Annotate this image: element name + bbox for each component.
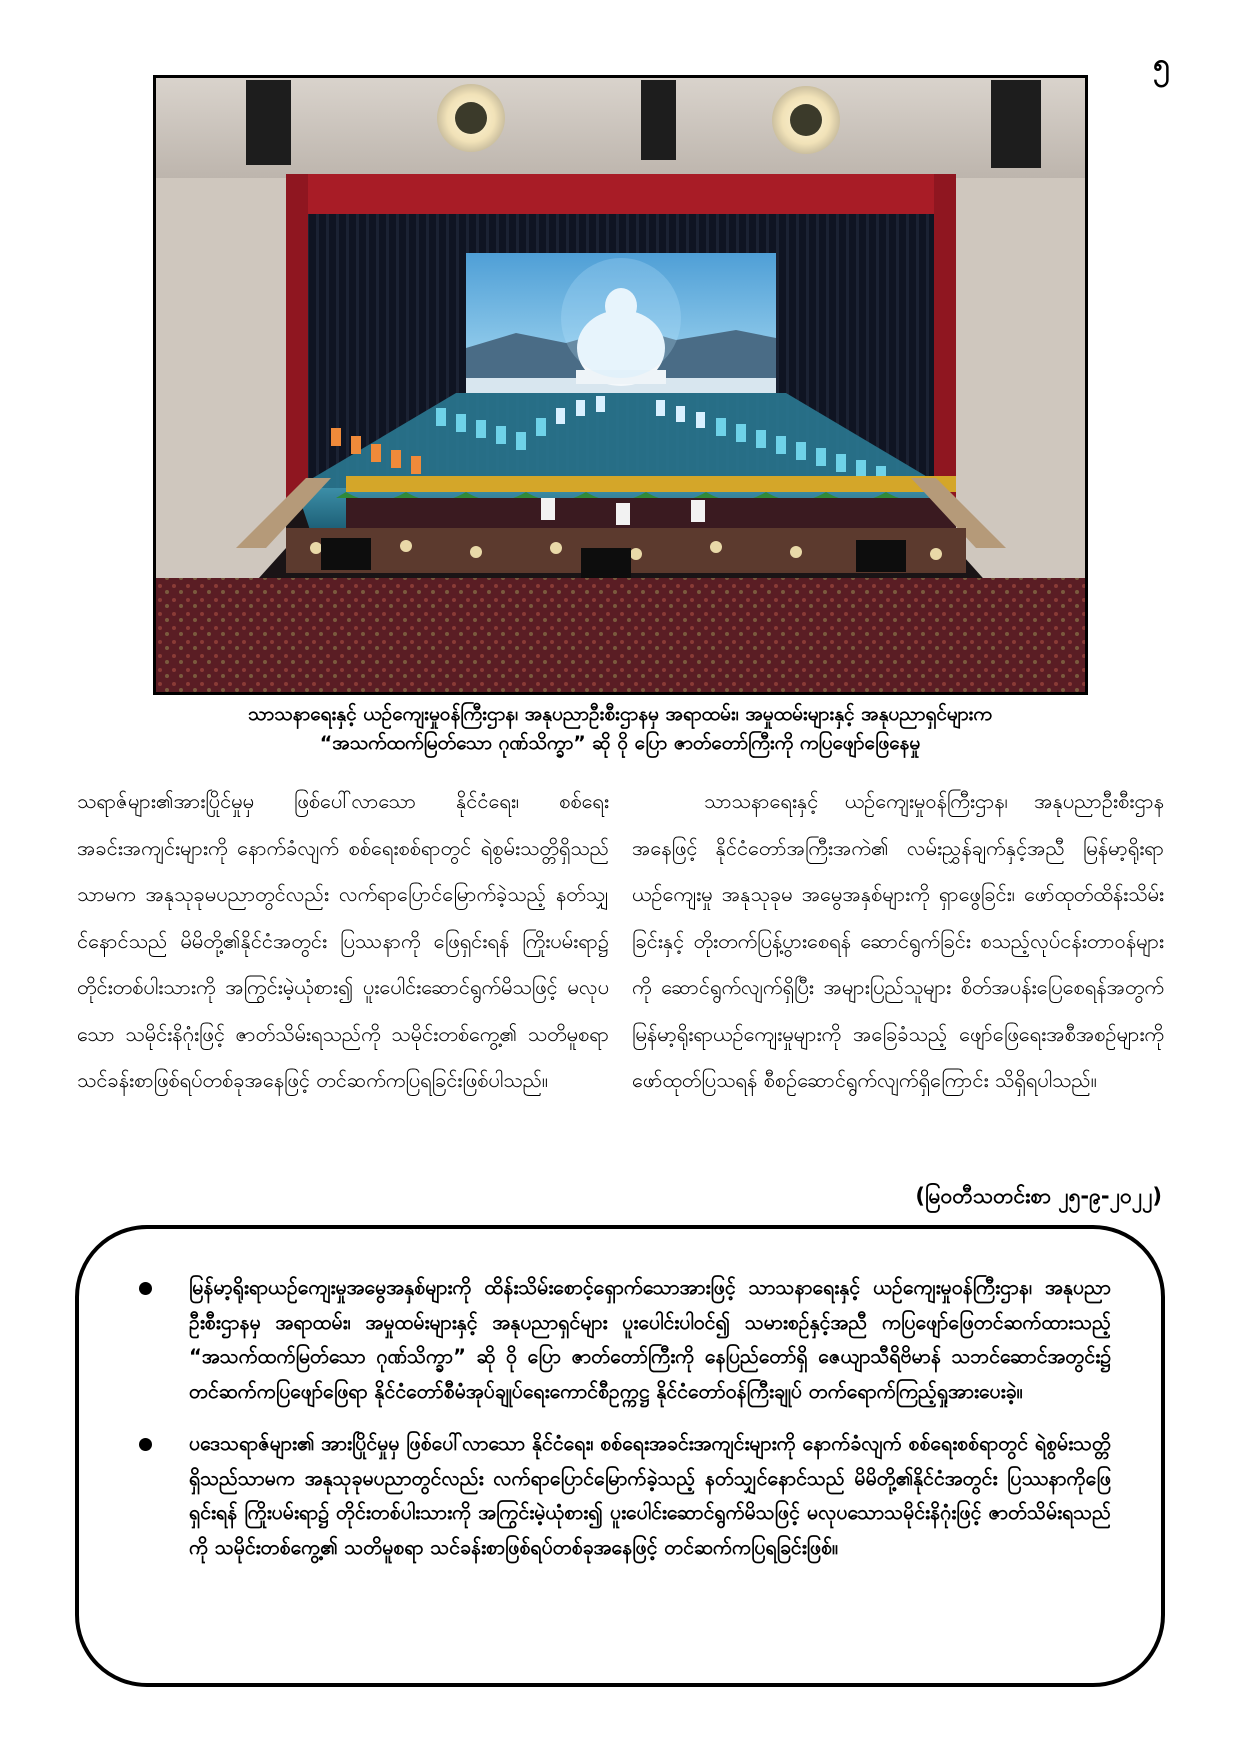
summary-bullet-item bbox=[139, 1271, 1111, 1409]
page-number: ၅ bbox=[1153, 47, 1170, 82]
article-right-column bbox=[632, 778, 1164, 1104]
caption-line-1: သာသနာရေးနှင့် ယဉ်ကျေးမှုဝန်ကြီးဌာန၊ အနုပညာဦးစီးဌာနမှ အရာထမ်း၊ အမှုထမ်းများနှင့် အနုပညာရှင်များက bbox=[248, 703, 992, 725]
bullet-dot-icon bbox=[139, 1282, 152, 1295]
bullet-dot-icon bbox=[139, 1438, 152, 1451]
left-column-paragraph: သရာဇ်များ၏အားပြိုင်မှုမှ ဖြစ်ပေါ်လာသော နိုင်ငံရေး၊ စစ်ရေးအခင်းအကျင်းများကို နောက်ခံလျက် စစ်ရေးစစ်ရာတွင် ရဲစွမ်းသတ္တိရှိသည်သာမက အနုသုခုမပညာတွင်လည်း လက်ရာပြောင်မြောက်ခဲ့သည့် နတ်သျှင်နောင်သည် မိမိတို့၏နိုင်ငံအတွင်း ပြဿနာကို ဖြေရှင်းရန် ကြိုးပမ်းရာ၌ တိုင်းတစ်ပါးသားကို အကြွင်းမဲ့ယုံစား၍ ပူးပေါင်းဆောင်ရွက်မိသဖြင့် မလုပသော သမိုင်းနိဂုံးဖြင့် ဇာတ်သိမ်းရသည်ကို သမိုင်းတစ်ကွေ့၏ သတိမူစရာ သင်ခန်းစာဖြစ်ရပ်တစ်ခုအနေဖြင့် တင်ဆက်ကပြရခြင်းဖြစ်ပါသည်။ bbox=[77, 789, 609, 1092]
summary-bullet-list bbox=[139, 1271, 1111, 1583]
theatre-stage-photo bbox=[153, 75, 1088, 695]
summary-bullet-text: မြန်မာ့ရိုးရာယဉ်ကျေးမှုအမွေအနှစ်များကို ထိန်းသိမ်းစောင့်ရှောက်သောအားဖြင့် သာသနာရေးနှင့် ယဉ်ကျေးမှုဝန်ကြီးဌာန၊ အနုပညာဦးစီးဌာနမှ အရာထမ်း၊ အမှုထမ်းများနှင့် အနုပညာရှင်များ ပူးပေါင်းပါဝင်၍ သမားစဉ်နှင့်အညီ ကပြဖျော်ဖြေတင်ဆက်ထားသည့် “အသက်ထက်မြတ်သော ဂုဏ်သိက္ခာ” ဆို ဝို ပြော ဇာတ်တော်ကြီးကို နေပြည်တော်ရှိ ဇေယျာသီရိဗိမာန် သဘင်ဆောင်အတွင်း၌ တင်ဆက်ကပြဖျော်ဖြေရာ နိုင်ငံတော်စီမံအုပ်ချုပ်ရေးကောင်စီဥက္ကဋ္ဌ နိုင်ငံတော်ဝန်ကြီးချုပ် တက်ရောက်ကြည့်ရှုအားပေးခဲ့။ bbox=[189, 1276, 1111, 1403]
summary-bullet-text: ပဒေသရာဇ်များ၏ အားပြိုင်မှုမှ ဖြစ်ပေါ်လာသော နိုင်ငံရေး၊ စစ်ရေးအခင်းအကျင်းများကို နောက်ခံလျက် စစ်ရေးစစ်ရာတွင် ရဲစွမ်းသတ္တိရှိသည်သာမက အနုသုခုမပညာတွင်လည်း လက်ရာပြောင်မြောက်ခဲ့သည့် နတ်သျှင်နောင်သည် မိမိတို့၏နိုင်ငံအတွင်း ပြဿနာကိုဖြေရှင်းရန် ကြိုးပမ်းရာ၌ တိုင်းတစ်ပါးသားကို အကြွင်းမဲ့ယုံစား၍ ပူးပေါင်းဆောင်ရွက်မိသဖြင့် မလုပသောသမိုင်းနိဂုံးဖြင့် ဇာတ်သိမ်းရသည်ကို သမိုင်းတစ်ကွေ့၏ သတိမူစရာ သင်ခန်းစာဖြစ်ရပ်တစ်ခုအနေဖြင့် တင်ဆက်ကပြရခြင်းဖြစ်။ bbox=[189, 1432, 1111, 1559]
right-column-paragraph: သာသနာရေးနှင့် ယဉ်ကျေးမှုဝန်ကြီးဌာန၊ အနုပညာဦးစီးဌာနအနေဖြင့် နိုင်ငံတော်အကြီးအကဲ၏ လမ်းညွှန်ချက်နှင့်အညီ မြန်မာ့ရိုးရာယဉ်ကျေးမှု အနုသုခုမ အမွေအနှစ်များကို ရှာဖွေခြင်း၊ ဖော်ထုတ်ထိန်းသိမ်းခြင်းနှင့် တိုးတက်ပြန့်ပွားစေရန် ဆောင်ရွက်ခြင်း စသည့်လုပ်ငန်းတာဝန်များကို ဆောင်ရွက်လျက်ရှိပြီး အများပြည်သူများ စိတ်အပန်းပြေစေရန်အတွက် မြန်မာ့ရိုးရာယဉ်ကျေးမှုများကို အခြေခံသည့် ဖျော်ဖြေရေးအစီအစဉ်များကို ဖော်ထုတ်ပြသရန် စီစဉ်ဆောင်ရွက်လျက်ရှိကြောင်း သိရှိရပါသည်။ bbox=[632, 789, 1164, 1092]
summary-bullet-item bbox=[139, 1427, 1111, 1565]
article-left-column bbox=[77, 778, 609, 1104]
summary-box bbox=[75, 1225, 1165, 1687]
photo-caption bbox=[100, 700, 1140, 758]
caption-line-2: “အသက်ထက်မြတ်သော ဂုဏ်သိက္ခာ” ဆို ဝို ပြော ဇာတ်တော်ကြီးကို ကပြဖျော်ဖြေနေမှု bbox=[319, 732, 921, 754]
news-source: (မြဝတီသတင်းစာ ၂၅-၉-၂၀၂၂) bbox=[915, 1184, 1162, 1208]
